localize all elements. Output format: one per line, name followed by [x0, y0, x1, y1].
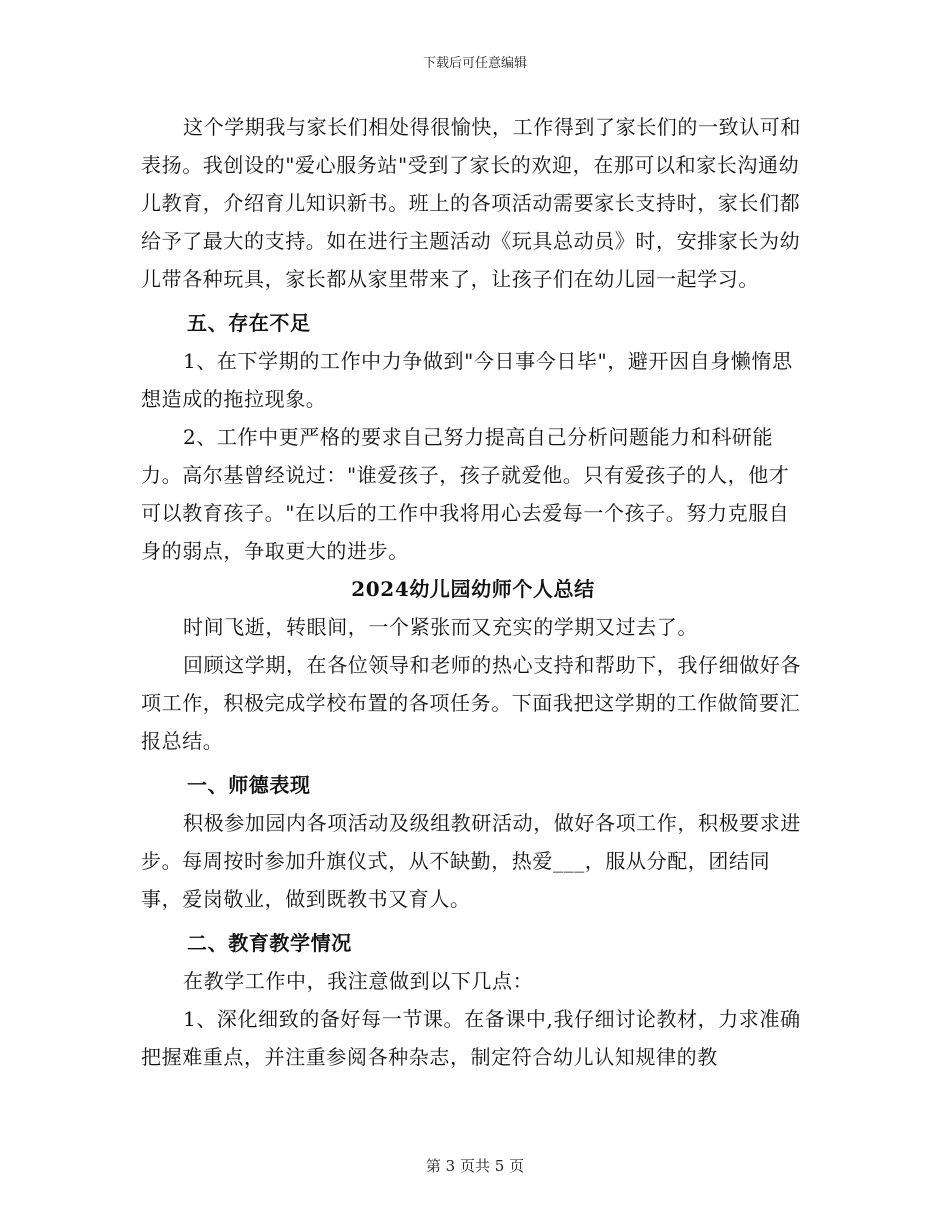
paragraph: 时间飞逝，转眼间，一个紧张而又充实的学期又过去了。	[183, 615, 698, 639]
paragraph: 在教学工作中，我注意做到以下几点：	[183, 969, 534, 993]
paragraph: 2、工作中更严格的要求自己努力提高自己分析问题能力和科研能力。高尔基曾经说过："谁爱孩子，孩子就爱他。只有爱孩子的人，他才可以教育孩子。"在以后的工作中我将用心去爱每一个孩子。努力克服自身的弱点，争取更大的进步。	[141, 425, 790, 563]
page-header: 下载后可任意编辑	[422, 56, 527, 71]
section-heading: 一、师德表现	[187, 773, 311, 797]
section-heading: 二、教育教学情况	[187, 931, 352, 955]
paragraph: 这个学期我与家长们相处得很愉快，工作得到了家长们的一致认可和表扬。我创设的"爱心服务站"受到了家长的欢迎，在那可以和家长沟通幼儿教育，介绍育儿知识新书。班上的各项活动需要家长支持时，家长们都给予了最大的支持。如在进行主题活动《玩具总动员》时，安排家长为幼儿带各种玩具，家长都从家里带来了，让孩子们在幼儿园一起学习。	[141, 115, 801, 291]
page-footer: 第 3 页共 5 页	[425, 1157, 525, 1175]
document-title: 2024幼儿园幼师个人总结	[351, 577, 595, 601]
paragraph: 1、在下学期的工作中力争做到"今日事今日毕"，避开因自身懒惰思想造成的拖拉现象。	[141, 349, 793, 411]
section-heading: 五、存在不足	[187, 311, 311, 335]
paragraph: 回顾这学期，在各位领导和老师的热心支持和帮助下，我仔细做好各项工作，积极完成学校布置的各项任务。下面我把这学期的工作做简要汇报总结。	[141, 653, 801, 753]
document-body	[141, 108, 805, 1076]
paragraph: 积极参加园内各项活动及级组教研活动，做好各项工作，积极要求进步。每周按时参加升旗仪式，从不缺勤，热爱___，服从分配，团结同事，爱岗敬业，做到既教书又育人。	[141, 811, 801, 911]
paragraph: 1、深化细致的备好每一节课。在备课中,我仔细讨论教材，力求准确把握难重点，并注重参阅各种杂志，制定符合幼儿认知规律的教	[141, 1007, 801, 1069]
